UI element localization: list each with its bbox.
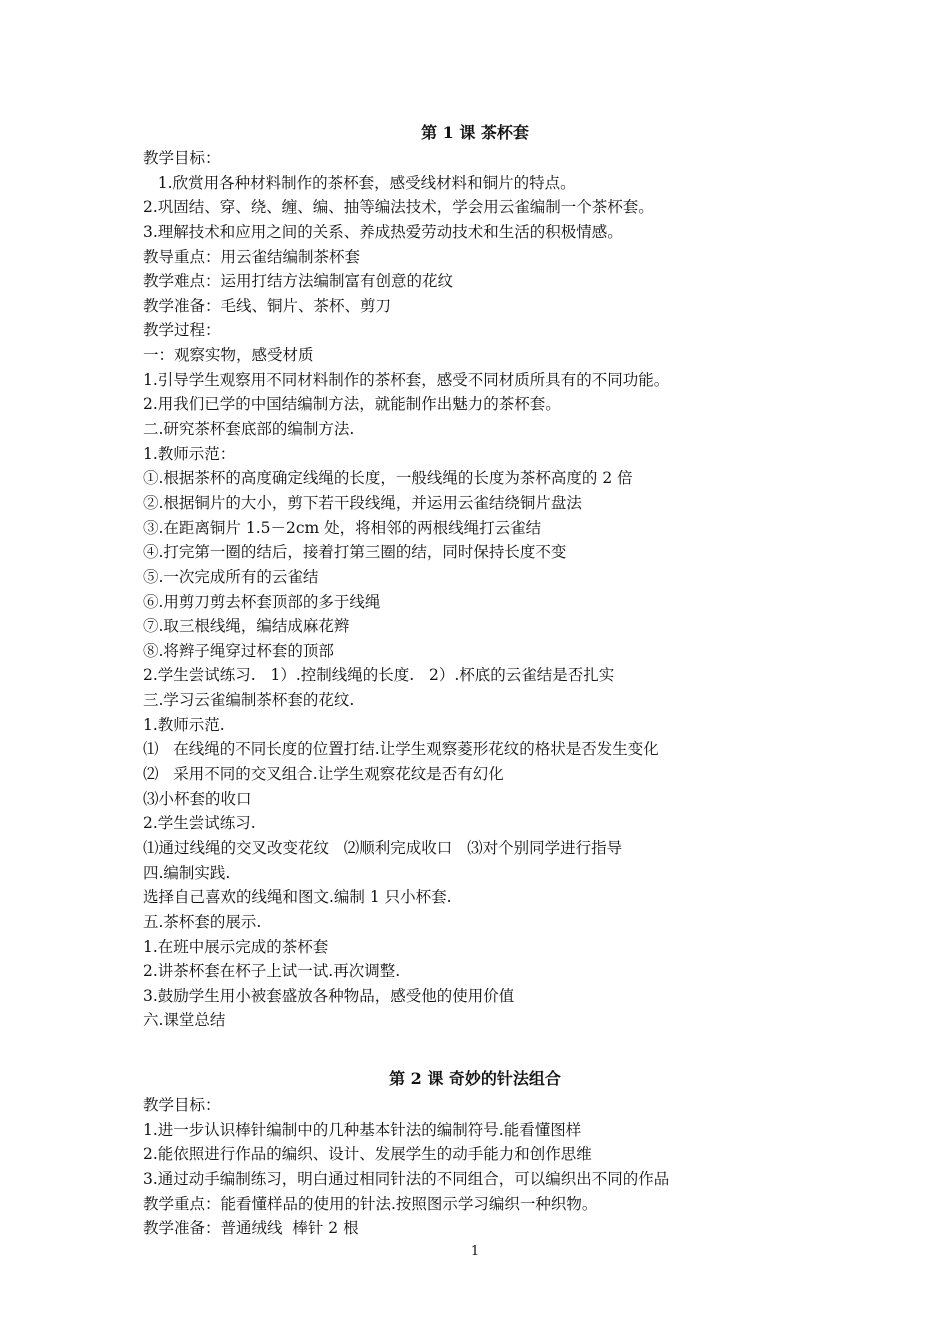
text-line: 1.教师示范： xyxy=(143,444,236,463)
text-line: ⑴通过线绳的交叉改变花纹 ⑵顺利完成收口 ⑶对个别同学进行指导 xyxy=(143,838,623,857)
text-line: 一：观察实物，感受材质 xyxy=(143,346,314,365)
text-line: 1.欣赏用各种材料制作的茶杯套，感受线材料和铜片的特点。 xyxy=(143,173,576,192)
text-line: 三.学习云雀编制茶杯套的花纹. xyxy=(143,691,355,710)
text-line: 教学目标： xyxy=(143,1096,221,1114)
text-line: 教导重点：用云雀结编制茶杯套 xyxy=(143,247,361,266)
text-line: 教学目标： xyxy=(143,149,221,167)
lesson-1-body xyxy=(143,146,843,1033)
text-line: 选择自己喜欢的线绳和图文.编制 1 只小杯套. xyxy=(143,888,452,907)
text-line: ⑥.用剪刀剪去杯套顶部的多于线绳 xyxy=(143,592,381,611)
text-line: ⑴ 在线绳的不同长度的位置打结.让学生观察菱形花纹的格状是否发生变化 xyxy=(143,740,659,759)
text-line: ②.根据铜片的大小，剪下若干段线绳，并运用云雀结绕铜片盘法 xyxy=(143,493,582,512)
text-line: 2.学生尝试练习. xyxy=(143,814,256,833)
text-line: ⑶小杯套的收口 xyxy=(143,789,252,808)
text-line: 2.能依照进行作品的编织、设计、发展学生的动手能力和创作思维 xyxy=(143,1145,592,1164)
text-line: 五.茶杯套的展示. xyxy=(143,912,262,931)
text-line: ⑵ 采用不同的交叉组合.让学生观察花纹是否有幻化 xyxy=(143,765,504,784)
text-line: 四.编制实践. xyxy=(143,863,231,882)
text-line: 2.学生尝试练习. 1）.控制线绳的长度. 2）.杯底的云雀结是否扎实 xyxy=(143,666,615,685)
text-line: ①.根据茶杯的高度确定线绳的长度，一般线绳的长度为茶杯高度的 2 倍 xyxy=(143,469,633,488)
text-line: 2.用我们已学的中国结编制方法，就能制作出魅力的茶杯套。 xyxy=(143,395,561,414)
text-line: ⑧.将辫子绳穿过杯套的顶部 xyxy=(143,641,334,660)
text-line: 教学准备：普通绒线 棒针 2 根 xyxy=(143,1219,359,1238)
text-line: 1.引导学生观察用不同材料制作的茶杯套，感受不同材质所具有的不同功能。 xyxy=(143,370,670,389)
lesson-2-body xyxy=(143,1093,843,1241)
text-line: 二.研究茶杯套底部的编制方法. xyxy=(143,420,355,439)
text-line: 2.讲茶杯套在杯子上试一试.再次调整. xyxy=(143,962,401,981)
lesson-1-title: 第 1 课 茶杯套 xyxy=(421,123,529,142)
text-line: ⑤.一次完成所有的云雀结 xyxy=(143,567,319,586)
text-line: 教学过程： xyxy=(143,321,221,340)
text-line: 3.通过动手编制练习，明白通过相同针法的不同组合，可以编织出不同的作品 xyxy=(143,1169,670,1188)
text-line: 3.理解技术和应用之间的关系、养成热爱劳动技术和生活的积极情感。 xyxy=(143,222,623,241)
text-line: 3.鼓励学生用小被套盛放各种物品，感受他的使用价值 xyxy=(143,986,515,1005)
text-line: 1.教师示范. xyxy=(143,715,225,734)
text-line: 1.进一步认识棒针编制中的几种基本针法的编制符号.能看懂图样 xyxy=(143,1120,582,1139)
page-number: 1 xyxy=(470,1244,480,1259)
text-line: 教学难点：运用打结方法编制富有创意的花纹 xyxy=(143,272,454,291)
lesson-2-title: 第 2 课 奇妙的针法组合 xyxy=(389,1069,561,1088)
text-line: ⑦.取三根线绳，编结成麻花辫 xyxy=(143,617,350,636)
text-line: 2.巩固结、穿、绕、缠、编、抽等编法技术，学会用云雀编制一个茶杯套。 xyxy=(143,198,654,217)
text-line: 教学准备：毛线、铜片、茶杯、剪刀 xyxy=(143,296,392,315)
text-line: ③.在距离铜片 1.5－2cm 处，将相邻的两根线绳打云雀结 xyxy=(143,518,542,537)
text-line: 教学重点：能看懂样品的使用的针法.按照图示学习编织一种织物。 xyxy=(143,1194,598,1213)
text-line: 1.在班中展示完成的茶杯套 xyxy=(143,937,329,956)
text-line: 六.课堂总结 xyxy=(143,1011,226,1030)
text-line: ④.打完第一圈的结后，接着打第三圈的结，同时保持长度不变 xyxy=(143,543,567,562)
